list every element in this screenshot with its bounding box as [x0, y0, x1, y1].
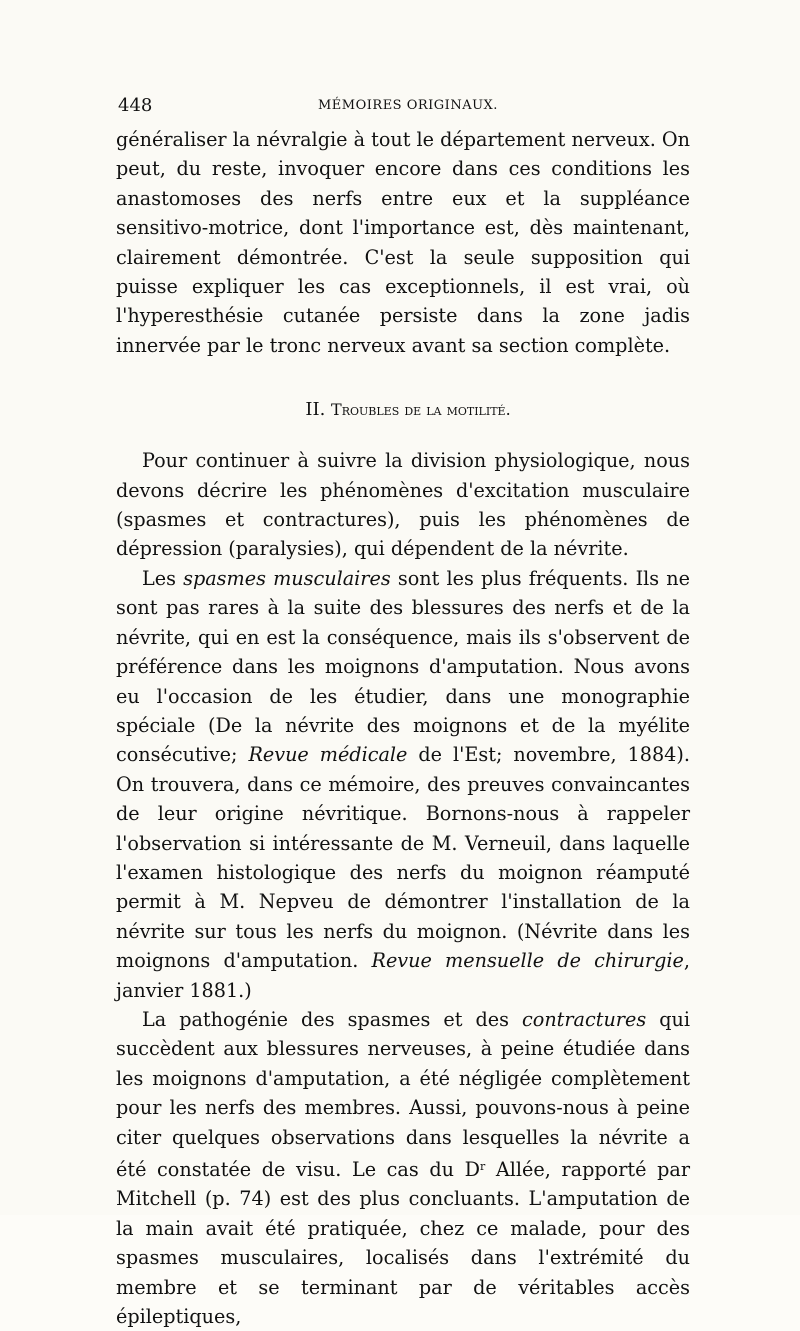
- text-run: Les: [142, 566, 184, 590]
- body-text: [116, 125, 690, 1331]
- running-title: MÉMOIRES ORIGINAUX.: [318, 98, 498, 113]
- page-header: [118, 95, 688, 119]
- text-run: La pathogénie des spasmes et des: [142, 1007, 523, 1031]
- text-run: de l'Est; novembre, 1884). On trouvera, dans ce mémoire, des preuves convaincantes de leur origine névritique. Bornons-nous à rappeler l'observation si intéressante de M. Verneuil, dans laquelle l'examen histologique des nerfs du moignon réamputé permit à M. Nepveu de démontrer l'installation de la névrite sur tous les nerfs du moignon. (Névrite dans les moignons d'amputation.: [116, 743, 690, 973]
- text-run: qui succèdent aux blessures nerveuses, à peine étudiée dans les moignons d'amputation, a été négligée complètement pour les nerfs des membres. Aussi, pouvons-nous à peine citer quelques observations dans lesquelles la névrite a été constatée de visu. Le cas du D: [116, 1007, 690, 1181]
- paragraph-spasmes: [116, 564, 690, 1005]
- journal-title: Revue mensuelle de chirurgie: [371, 949, 684, 973]
- text-run: sont les plus fréquents. Ils ne sont pas rares à la suite des blessures des nerfs et de la névrite, qui en est la conséquence, mais ils s'observent de préférence dans les moignons d'amputation. Nous avons eu l'occasion de les étudier, dans une monographie spéciale (De la névrite des moignons et de la myélite consécutive;: [116, 566, 691, 767]
- journal-title: Revue médicale: [248, 743, 408, 767]
- italic-term: spasmes musculaires: [183, 566, 391, 590]
- text-run: , janvier 1881.): [116, 949, 690, 1002]
- paragraph-pathogenie: [116, 1005, 690, 1331]
- italic-term: contractures: [522, 1007, 647, 1031]
- paragraph-continuation: généraliser la névralgie à tout le département nerveux. On peut, du reste, invoquer encore dans ces conditions les anastomoses des nerfs entre eux et la suppléance sensitivo-motrice, dont l'importance est, dès maintenant, clairement démontrée. C'est la seule supposition qui puisse expliquer les cas exceptionnels, il est vrai, où l'hyperesthésie cutanée persiste dans la zone jadis innervée par le tronc nerveux avant sa section complète.: [116, 128, 690, 357]
- section-title: Troubles de la motilité.: [331, 400, 511, 420]
- section-number: II.: [305, 399, 326, 421]
- text-run: Allée, rapporté par Mitchell (p. 74) est des plus concluants. L'amputation de la main avait été pratiquée, chez ce malade, pour des spasmes musculaires, localisés dans l'extrémité du membre et se terminant par de véritables accès épileptiques,: [116, 1158, 690, 1329]
- superscript: r: [480, 1160, 486, 1173]
- page-number: 448: [118, 95, 153, 116]
- section-heading: [116, 395, 690, 424]
- paragraph-intro: Pour continuer à suivre la division physiologique, nous devons décrire les phénomènes d'excitation musculaire (spasmes et contractures), puis les phénomènes de dépression (paralysies), qui dépendent de la névrite.: [116, 449, 690, 561]
